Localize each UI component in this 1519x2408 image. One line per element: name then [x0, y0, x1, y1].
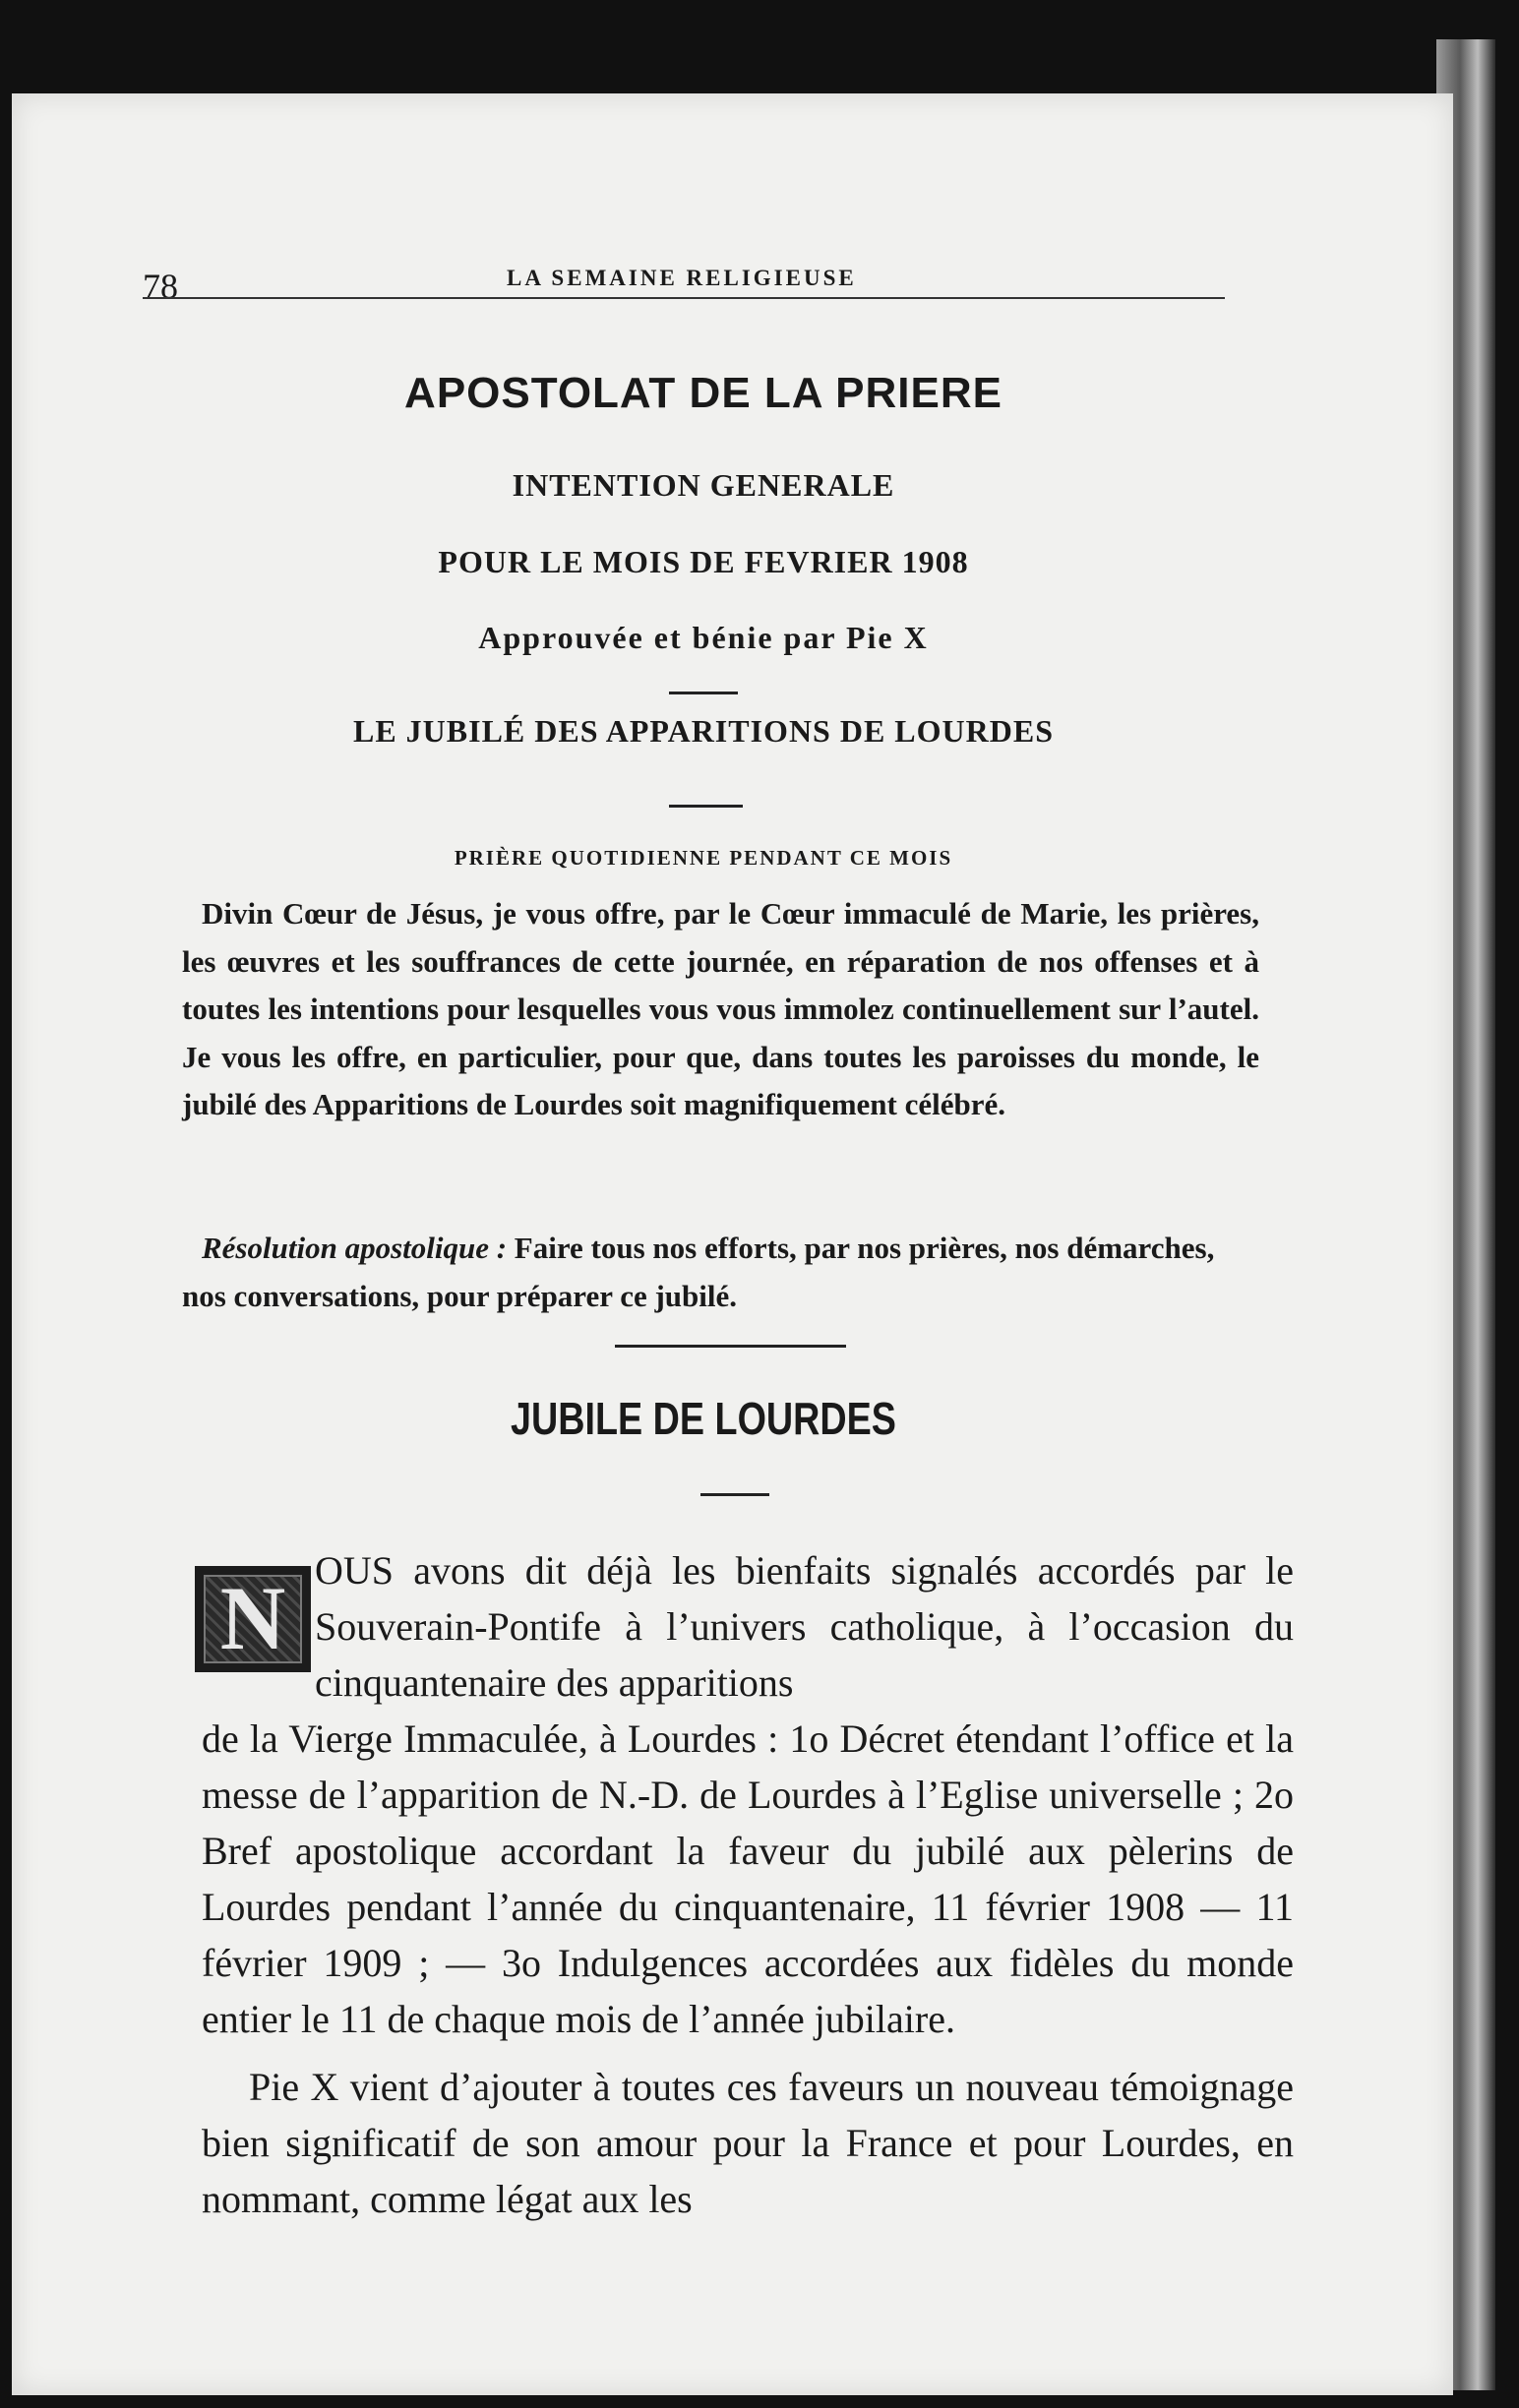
resolution-paragraph — [182, 1225, 1259, 1320]
prayer-heading: PRIÈRE QUOTIDIENNE PENDANT CE MOIS — [454, 846, 953, 870]
resolution-text: Faire tous nos efforts, par nos prières, nos démarches, nos conversations, pour préparer ce jubilé. — [182, 1231, 1215, 1313]
section-divider — [615, 1345, 846, 1348]
subtitle-month: POUR LE MOIS DE FEVRIER 1908 — [438, 544, 969, 579]
page-number: 78 — [143, 267, 178, 306]
divider-rule — [669, 805, 743, 808]
running-head — [143, 167, 1225, 306]
divider-rule — [669, 692, 738, 694]
subtitle-approval: Approuvée et bénie par Pie X — [478, 620, 929, 655]
header-rule — [143, 297, 1225, 299]
jubile-paragraph-2: Pie X vient d’ajouter à toutes ces faveurs un nouveau témoignage bien significatif de son amour pour la France et pour Lourdes, en nommant, comme légat aux les — [202, 2065, 1294, 2221]
journal-title: LA SEMAINE RELIGIEUSE — [507, 266, 857, 290]
subtitle-intention: INTENTION GENERALE — [512, 467, 895, 503]
jubile-paragraph-1: de la Vierge Immaculée, à Lourdes : 1o Décret étendant l’office et la messe de l’apparition de N.-D. de Lourdes à l’Eglise universelle ; 2o Bref apostolique accordant la faveur du jubilé aux pèlerins de Lourdes pendant l’année du cinquantenaire, 11 février 1908 — 11 février 1909 ; — 3o Indulgences accordées aux fidèles du monde entier le 11 de chaque mois de l’année jubilaire. — [202, 1716, 1294, 2041]
topic-heading: LE JUBILÉ DES APPARITIONS DE LOURDES — [352, 713, 1054, 749]
opening-lines: OUS avons dit déjà les bienfaits signalés accordés par le Souverain-Pontife à l’univers catholique, à l’occasion du cinquantenaire des apparitions — [315, 1548, 1294, 1705]
prayer-paragraph: Divin Cœur de Jésus, je vous offre, par le Cœur immaculé de Marie, les prières, les œuvres et les souffrances de cette journée, en réparation de nos offenses et à toutes les intentions pour lesquelles vous vous immolez continuellement sur l’autel. Je vous les offre, en particulier, pour que, dans toutes les paroisses du monde, le jubilé des Apparitions de Lourdes soit magnifiquement célébré. — [182, 896, 1259, 1121]
divider-rule — [700, 1493, 769, 1496]
section-title-jubile: JUBILE DE LOURDES — [511, 1393, 896, 1444]
ornamental-dropcap — [195, 1566, 311, 1672]
dropcap-letter: N — [219, 1568, 286, 1668]
resolution-label: Résolution apostolique : — [202, 1231, 508, 1265]
section-title-apostolat: APOSTOLAT DE LA PRIERE — [404, 369, 1003, 417]
